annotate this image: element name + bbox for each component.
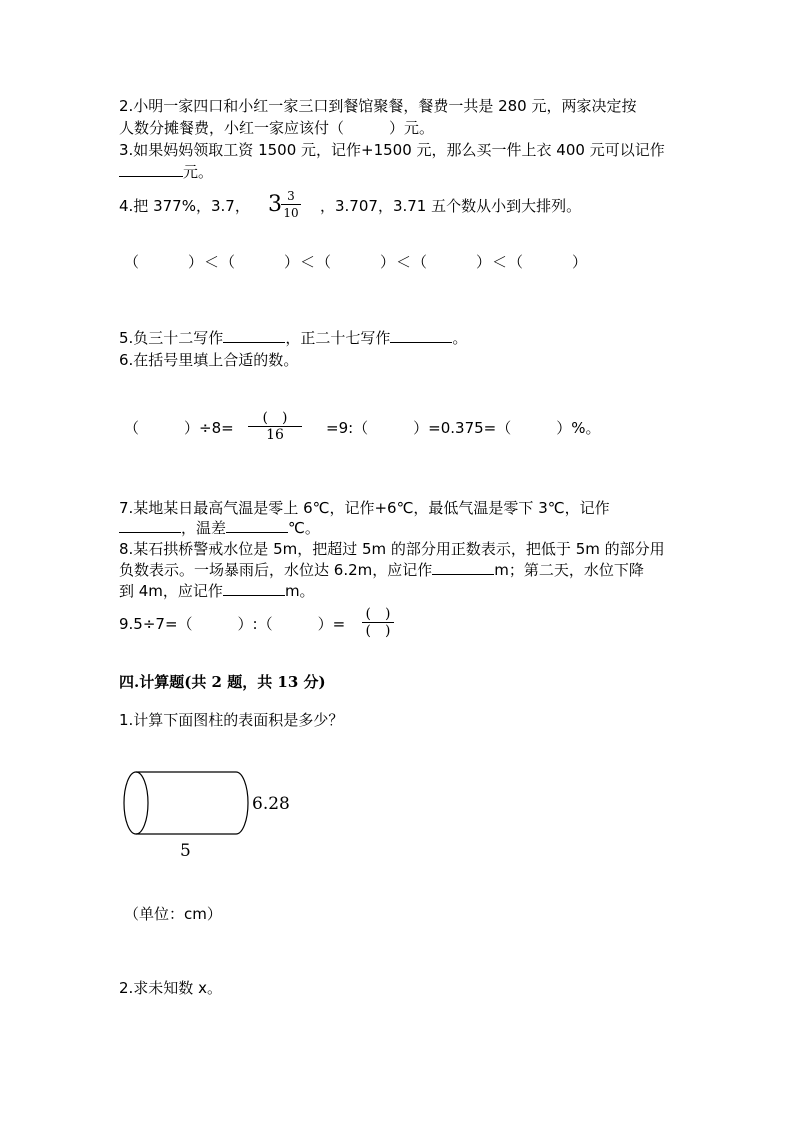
cylinder-height-label: 6.28 — [252, 794, 290, 814]
mixed-number-whole: 3 — [268, 192, 282, 217]
fraction-denominator: 10 — [283, 206, 299, 220]
question-8-line-2-prefix: 负数表示。一场暴雨后，水位达 6.2m，应记作 — [119, 561, 433, 579]
question-8-line-3-prefix: 到 4m，应记作 — [119, 582, 223, 600]
question-3-line-1: 3.如果妈妈领取工资 1500 元，记作+1500 元，那么买一件上衣 400 元可以记作 — [119, 141, 665, 159]
fraction-denominator: 16 — [266, 427, 284, 443]
cylinder-left-end — [124, 772, 148, 834]
question-7-suffix: ℃。 — [288, 519, 320, 537]
question-6-part-2[interactable]: =9:（ ）=0.375=（ ）%。 — [326, 419, 601, 437]
fraction-numerator: 3 — [287, 189, 295, 203]
question-8-line-1: 8.某石拱桥警戒水位是 5m，把超过 5m 的部分用正数表示，把低于 5m 的部分用 — [119, 540, 665, 558]
question-5-middle: ，正二十七写作 — [285, 329, 391, 347]
question-3-line-2 — [119, 162, 213, 182]
question-2-line-2: 人数分摊餐费，小红一家应该付（ ）元。 — [119, 119, 435, 137]
answer-blank[interactable] — [223, 328, 285, 343]
answer-blank[interactable] — [119, 162, 183, 177]
question-4-prefix: 4.把 377%，3.7， — [119, 197, 250, 215]
question-5-suffix: 。 — [452, 329, 468, 347]
question-2-line-1: 2.小明一家四口和小红一家三口到餐馆聚餐，餐费一共是 280 元，两家决定按 — [119, 97, 637, 115]
question-4-suffix: ，3.707，3.71 五个数从小到大排列。 — [320, 197, 582, 215]
question-8-line-3-suffix: m。 — [284, 582, 315, 600]
section-4-title: 四.计算题(共 2 题，共 13 分) — [119, 673, 326, 691]
question-8-line-2 — [119, 560, 644, 580]
answer-blank[interactable] — [226, 518, 288, 533]
question-4-order-line[interactable]: （ ）＜（ ）＜（ ）＜（ ）＜（ ） — [124, 253, 589, 271]
question-8-line-3 — [119, 581, 315, 601]
question-9-text[interactable]: 9.5÷7=（ ）:（ ）= — [119, 615, 346, 633]
question-5-prefix: 5.负三十二写作 — [119, 329, 224, 347]
calc-1-text: 1.计算下面图柱的表面积是多少？ — [119, 711, 344, 729]
fraction-numerator[interactable]: ( ) — [365, 606, 391, 622]
question-7-line-1: 7.某地某日最高气温是零上 6℃，记作+6℃，最低气温是零下 3℃，记作 — [119, 499, 610, 517]
question-3-suffix: 元。 — [183, 163, 214, 181]
calc-2-text: 2.求未知数 x。 — [119, 979, 222, 997]
question-6-fraction — [248, 410, 302, 443]
question-9-fraction — [362, 606, 394, 639]
question-8-line-2-suffix: m；第二天，水位下降 — [494, 561, 644, 579]
mixed-number-fraction — [281, 188, 301, 221]
question-6-part-1[interactable]: （ ）÷8= — [124, 419, 234, 437]
question-7-line-2 — [119, 518, 320, 538]
cylinder-diameter-label: 5 — [180, 841, 191, 861]
fraction-denominator[interactable]: ( ) — [365, 623, 391, 639]
cylinder-right-end — [236, 772, 248, 834]
fraction-numerator[interactable]: ( ) — [262, 410, 288, 426]
question-7-middle: ，温差 — [181, 519, 227, 537]
cylinder-diagram — [118, 764, 318, 864]
question-6-text: 6.在括号里填上合适的数。 — [119, 351, 299, 369]
answer-blank[interactable] — [390, 328, 452, 343]
answer-blank[interactable] — [119, 518, 181, 533]
answer-blank[interactable] — [432, 560, 494, 575]
question-5-line — [119, 328, 467, 348]
answer-blank[interactable] — [223, 581, 285, 596]
unit-note: （单位：cm） — [124, 905, 222, 923]
